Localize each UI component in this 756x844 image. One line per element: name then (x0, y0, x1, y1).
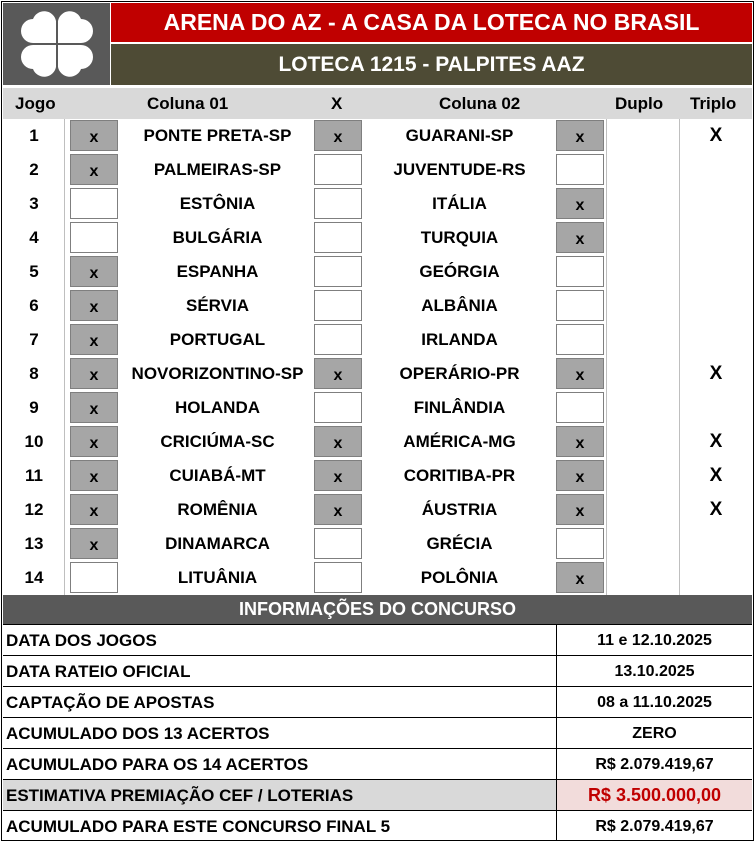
col1-mark[interactable]: x (70, 460, 118, 491)
draw-mark[interactable] (314, 392, 362, 423)
header-x: X (331, 94, 343, 113)
team-home: ESTÔNIA (179, 194, 256, 213)
team-away: ITÁLIA (432, 194, 487, 213)
triplo-mark (680, 323, 752, 357)
draw-mark[interactable]: x (314, 120, 362, 151)
draw-mark[interactable] (314, 256, 362, 287)
info-label: CAPTAÇÃO DE APOSTAS (6, 693, 215, 712)
info-value: 13.10.2025 (556, 656, 752, 686)
duplo-cell (607, 561, 679, 595)
triplo-mark: X (709, 125, 723, 146)
clover-icon (3, 3, 110, 85)
triplo-mark (680, 153, 752, 187)
duplo-cell (607, 119, 679, 153)
team-home: PONTE PRETA-SP (143, 126, 292, 145)
header-jogo: Jogo (15, 94, 56, 113)
triplo-mark (680, 391, 752, 425)
info-label: ACUMULADO PARA OS 14 ACERTOS (6, 755, 309, 774)
triplo-mark: X (709, 431, 723, 452)
info-row (3, 810, 752, 841)
table-row (3, 527, 752, 561)
team-home: PALMEIRAS-SP (153, 160, 282, 179)
info-title: INFORMAÇÕES DO CONCURSO (3, 595, 752, 624)
game-number: 3 (29, 194, 39, 213)
col1-mark[interactable]: x (70, 494, 118, 525)
col1-mark[interactable]: x (70, 528, 118, 559)
draw-mark[interactable] (314, 324, 362, 355)
page-subtitle: LOTECA 1215 - PALPITES AAZ (111, 44, 752, 85)
duplo-cell (607, 255, 679, 289)
header-coluna-02: Coluna 02 (439, 94, 521, 113)
game-number: 10 (24, 432, 44, 451)
duplo-cell (607, 153, 679, 187)
draw-mark[interactable] (314, 188, 362, 219)
table-row (3, 221, 752, 255)
triplo-mark: X (709, 465, 723, 486)
team-away: GUARANI-SP (405, 126, 514, 145)
duplo-cell (607, 221, 679, 255)
games-table (3, 119, 752, 595)
info-label: DATA RATEIO OFICIAL (6, 662, 191, 681)
team-away: GEÓRGIA (419, 262, 500, 281)
team-away: TURQUIA (420, 228, 499, 247)
team-away: POLÔNIA (420, 568, 499, 587)
info-label: ACUMULADO DOS 13 ACERTOS (6, 724, 270, 743)
col2-mark[interactable] (556, 528, 604, 559)
duplo-cell (607, 391, 679, 425)
table-row (3, 561, 752, 595)
game-number: 13 (24, 534, 44, 553)
draw-mark[interactable] (314, 290, 362, 321)
col2-mark[interactable] (556, 324, 604, 355)
table-row (3, 255, 752, 289)
triplo-mark (680, 221, 752, 255)
draw-mark[interactable]: x (314, 426, 362, 457)
table-row (3, 119, 752, 153)
game-number: 9 (29, 398, 39, 417)
table-row (3, 187, 752, 221)
col1-mark[interactable]: x (70, 324, 118, 355)
table-row (3, 459, 752, 493)
team-home: BULGÁRIA (172, 228, 263, 247)
game-number: 2 (29, 160, 39, 179)
triplo-mark (680, 527, 752, 561)
header-triplo: Triplo (690, 94, 737, 113)
info-label: DATA DOS JOGOS (6, 631, 157, 650)
table-row (3, 425, 752, 459)
col2-mark[interactable]: x (556, 494, 604, 525)
col2-mark[interactable]: x (556, 120, 604, 151)
team-away: CORITIBA-PR (403, 466, 516, 485)
info-row (3, 624, 752, 655)
col2-mark[interactable]: x (556, 562, 604, 593)
table-row (3, 391, 752, 425)
info-value: R$ 2.079.419,67 (556, 749, 752, 779)
team-home: CRICIÚMA-SC (160, 432, 275, 451)
table-row (3, 323, 752, 357)
duplo-cell (607, 323, 679, 357)
col1-mark[interactable]: x (70, 120, 118, 151)
col1-mark[interactable]: x (70, 256, 118, 287)
team-away: JUVENTUDE-RS (393, 160, 526, 179)
triplo-mark: X (709, 499, 723, 520)
team-home: HOLANDA (175, 398, 260, 417)
triplo-mark: X (709, 363, 723, 384)
info-row (3, 779, 752, 810)
team-home: PORTUGAL (169, 330, 266, 349)
triplo-mark (680, 255, 752, 289)
col2-mark[interactable]: x (556, 358, 604, 389)
duplo-cell (607, 459, 679, 493)
col1-mark[interactable]: x (70, 358, 118, 389)
header-coluna-01: Coluna 01 (147, 94, 229, 113)
info-row (3, 655, 752, 686)
info-value: R$ 2.079.419,67 (556, 811, 752, 841)
col2-mark[interactable] (556, 290, 604, 321)
game-number: 1 (29, 126, 39, 145)
info-label: ESTIMATIVA PREMIAÇÃO CEF / LOTERIAS (6, 786, 354, 805)
team-home: ROMÊNIA (177, 500, 258, 519)
info-value: ZERO (556, 718, 752, 748)
duplo-cell (607, 357, 679, 391)
game-number: 6 (29, 296, 39, 315)
info-row (3, 748, 752, 779)
col1-mark[interactable]: x (70, 392, 118, 423)
col1-mark[interactable]: x (70, 426, 118, 457)
col2-mark[interactable]: x (556, 188, 604, 219)
info-row (3, 686, 752, 717)
duplo-cell (607, 527, 679, 561)
duplo-cell (607, 289, 679, 323)
team-home: CUIABÁ-MT (169, 466, 266, 485)
triplo-mark (680, 289, 752, 323)
col1-mark[interactable]: x (70, 154, 118, 185)
game-number: 7 (29, 330, 39, 349)
team-home: NOVORIZONTINO-SP (131, 364, 304, 383)
table-row (3, 357, 752, 391)
info-value: 08 a 11.10.2025 (556, 687, 752, 717)
triplo-mark (680, 561, 752, 595)
team-home: SÉRVIA (186, 296, 249, 315)
game-number: 8 (29, 364, 39, 383)
team-away: FINLÂNDIA (413, 398, 506, 417)
col2-mark[interactable] (556, 154, 604, 185)
col1-mark[interactable]: x (70, 290, 118, 321)
team-away: IRLANDA (421, 330, 498, 349)
game-number: 12 (24, 500, 44, 519)
col2-mark[interactable] (556, 392, 604, 423)
table-row (3, 153, 752, 187)
team-home: DINAMARCA (165, 534, 270, 553)
game-number: 5 (29, 262, 39, 281)
draw-mark[interactable] (314, 528, 362, 559)
info-value: 11 e 12.10.2025 (556, 625, 752, 655)
page-title: ARENA DO AZ - A CASA DA LOTECA NO BRASIL (111, 3, 752, 42)
team-home: ESPANHA (176, 262, 259, 281)
team-away: ALBÂNIA (421, 296, 498, 315)
draw-mark[interactable] (314, 222, 362, 253)
duplo-cell (607, 425, 679, 459)
triplo-mark (680, 187, 752, 221)
draw-mark[interactable]: x (314, 358, 362, 389)
col2-mark[interactable]: x (556, 222, 604, 253)
draw-mark[interactable]: x (314, 494, 362, 525)
duplo-cell (607, 493, 679, 527)
team-away: ÁUSTRIA (421, 500, 498, 519)
game-number: 11 (25, 466, 43, 485)
info-label: ACUMULADO PARA ESTE CONCURSO FINAL 5 (6, 817, 391, 836)
team-home: LITUÂNIA (177, 568, 258, 587)
logo (3, 3, 110, 85)
col1-mark[interactable] (70, 188, 118, 219)
col2-mark[interactable]: x (556, 426, 604, 457)
info-value: R$ 3.500.000,00 (556, 780, 752, 810)
team-away: GRÉCIA (426, 534, 493, 553)
draw-mark[interactable] (314, 562, 362, 593)
draw-mark[interactable]: x (314, 460, 362, 491)
team-away: OPERÁRIO-PR (399, 364, 520, 383)
team-away: AMÉRICA-MG (403, 432, 516, 451)
table-header (3, 88, 752, 119)
duplo-cell (607, 187, 679, 221)
info-row (3, 717, 752, 748)
col1-mark[interactable] (70, 562, 118, 593)
col2-mark[interactable] (556, 256, 604, 287)
header-duplo: Duplo (615, 94, 664, 113)
game-number: 4 (29, 228, 39, 247)
col1-mark[interactable] (70, 222, 118, 253)
table-row (3, 289, 752, 323)
draw-mark[interactable] (314, 154, 362, 185)
game-number: 14 (24, 568, 44, 587)
col2-mark[interactable]: x (556, 460, 604, 491)
table-row (3, 493, 752, 527)
